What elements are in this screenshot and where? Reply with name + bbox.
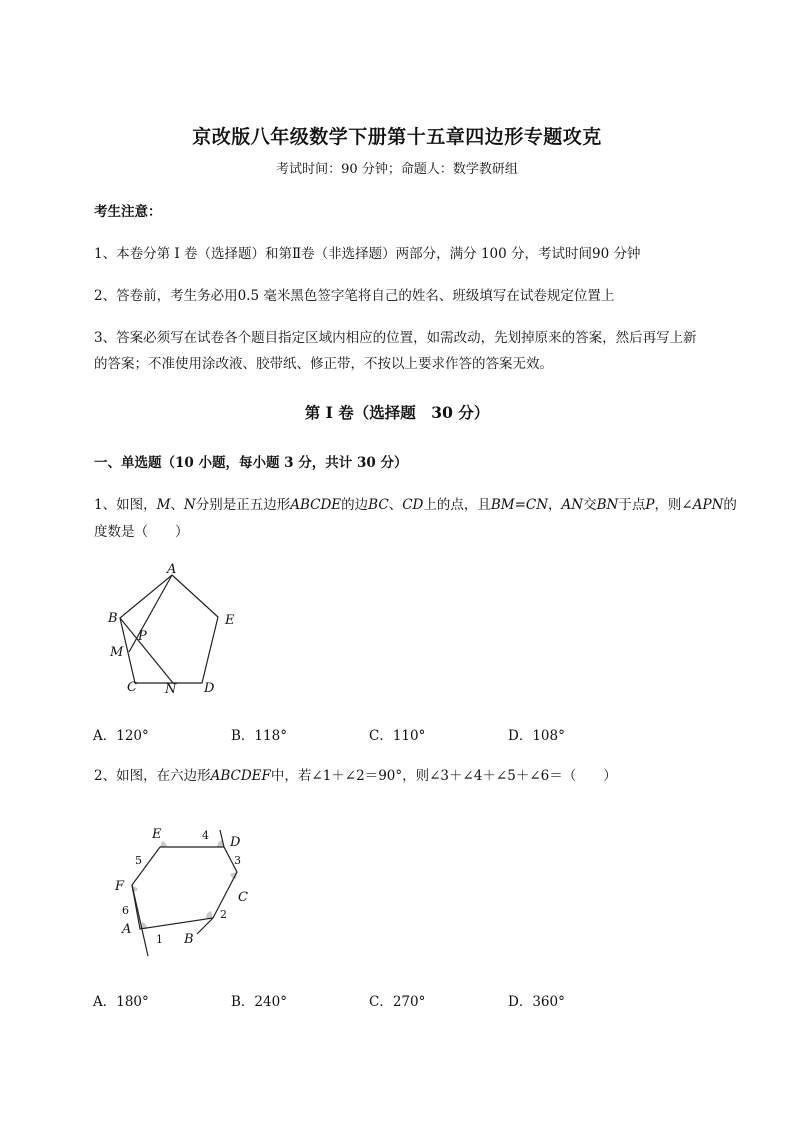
label-e: E — [225, 613, 235, 628]
label-a: A — [122, 922, 132, 937]
notice-heading: 考生注意： — [94, 204, 162, 220]
exam-info: 考试时间：90 分钟；命题人：数学教研组 — [276, 162, 518, 177]
label-n: N — [165, 682, 177, 697]
label-m: M — [110, 645, 124, 660]
label-d: D — [230, 835, 241, 850]
label-e: E — [152, 827, 162, 842]
angle-label-5: 5 — [135, 854, 142, 867]
q2-option-d[interactable]: D．360° — [508, 994, 565, 1010]
extension-fa — [132, 885, 148, 956]
angle-label-2: 2 — [220, 908, 227, 921]
angle-label-6: 6 — [122, 904, 129, 917]
notice-item-3-cont: 的答案；不准使用涂改液、胶带纸、修正带，不按以上要求作答的答案无效。 — [94, 356, 553, 372]
q2-option-a[interactable]: A．180° — [93, 994, 149, 1010]
question-2-text: 2、如图，在六边形ABCDEF中，若∠1＋∠2＝90°，则∠3＋∠4＋∠5＋∠6＝（ ） — [94, 768, 617, 784]
page-title: 京改版八年级数学下册第十五章四边形专题攻克 — [192, 126, 602, 148]
label-f: F — [115, 879, 125, 894]
label-b: B — [184, 932, 194, 947]
part-heading: 一、单选题（10 小题，每小题 3 分，共计 30 分） — [94, 455, 408, 471]
label-c: C — [127, 680, 137, 695]
question-1-line-1: 1、如图，M、N分别是正五边形ABCDE的边BC、CD上的点，且BM=CN，AN交BN于点P，则∠APN的 — [94, 497, 737, 513]
q1-option-b[interactable]: B．118° — [231, 728, 287, 744]
label-b: B — [108, 611, 118, 626]
angle-label-1: 1 — [156, 933, 163, 946]
q2-option-c[interactable]: C．270° — [369, 994, 426, 1010]
q1-option-a[interactable]: A．120° — [93, 728, 149, 744]
pentagon-figure — [100, 560, 250, 700]
notice-item-3: 3、答案必须写在试卷各个题目指定区域内相应的位置，如需改动，先划掉原来的答案，然后再写上新 — [94, 330, 697, 346]
segment-am — [129, 575, 172, 652]
label-c: C — [238, 890, 248, 905]
notice-item-2: 2、答卷前，考生务必用0.5 毫米黑色签字笔将自己的姓名、班级填写在试卷规定位置上 — [94, 288, 615, 304]
label-p: P — [138, 629, 147, 644]
q2-option-b[interactable]: B．240° — [231, 994, 287, 1010]
angle-label-3: 3 — [234, 854, 241, 867]
question-1-line-2: 度数是（ ） — [94, 524, 189, 540]
hexagon-figure — [110, 822, 260, 964]
angle-2-mark — [206, 911, 213, 918]
label-d: D — [204, 681, 215, 696]
section-title: 第 I 卷（选择题 30 分） — [304, 403, 490, 422]
q1-option-d[interactable]: D．108° — [508, 728, 565, 744]
angle-label-4: 4 — [202, 829, 209, 842]
label-a: A — [167, 562, 177, 577]
notice-item-1: 1、本卷分第 I 卷（选择题）和第Ⅱ卷（非选择题）两部分，满分 100 分，考试时间90 分钟 — [94, 246, 641, 262]
pentagon-abcde — [120, 575, 218, 683]
q1-option-c[interactable]: C．110° — [369, 728, 426, 744]
